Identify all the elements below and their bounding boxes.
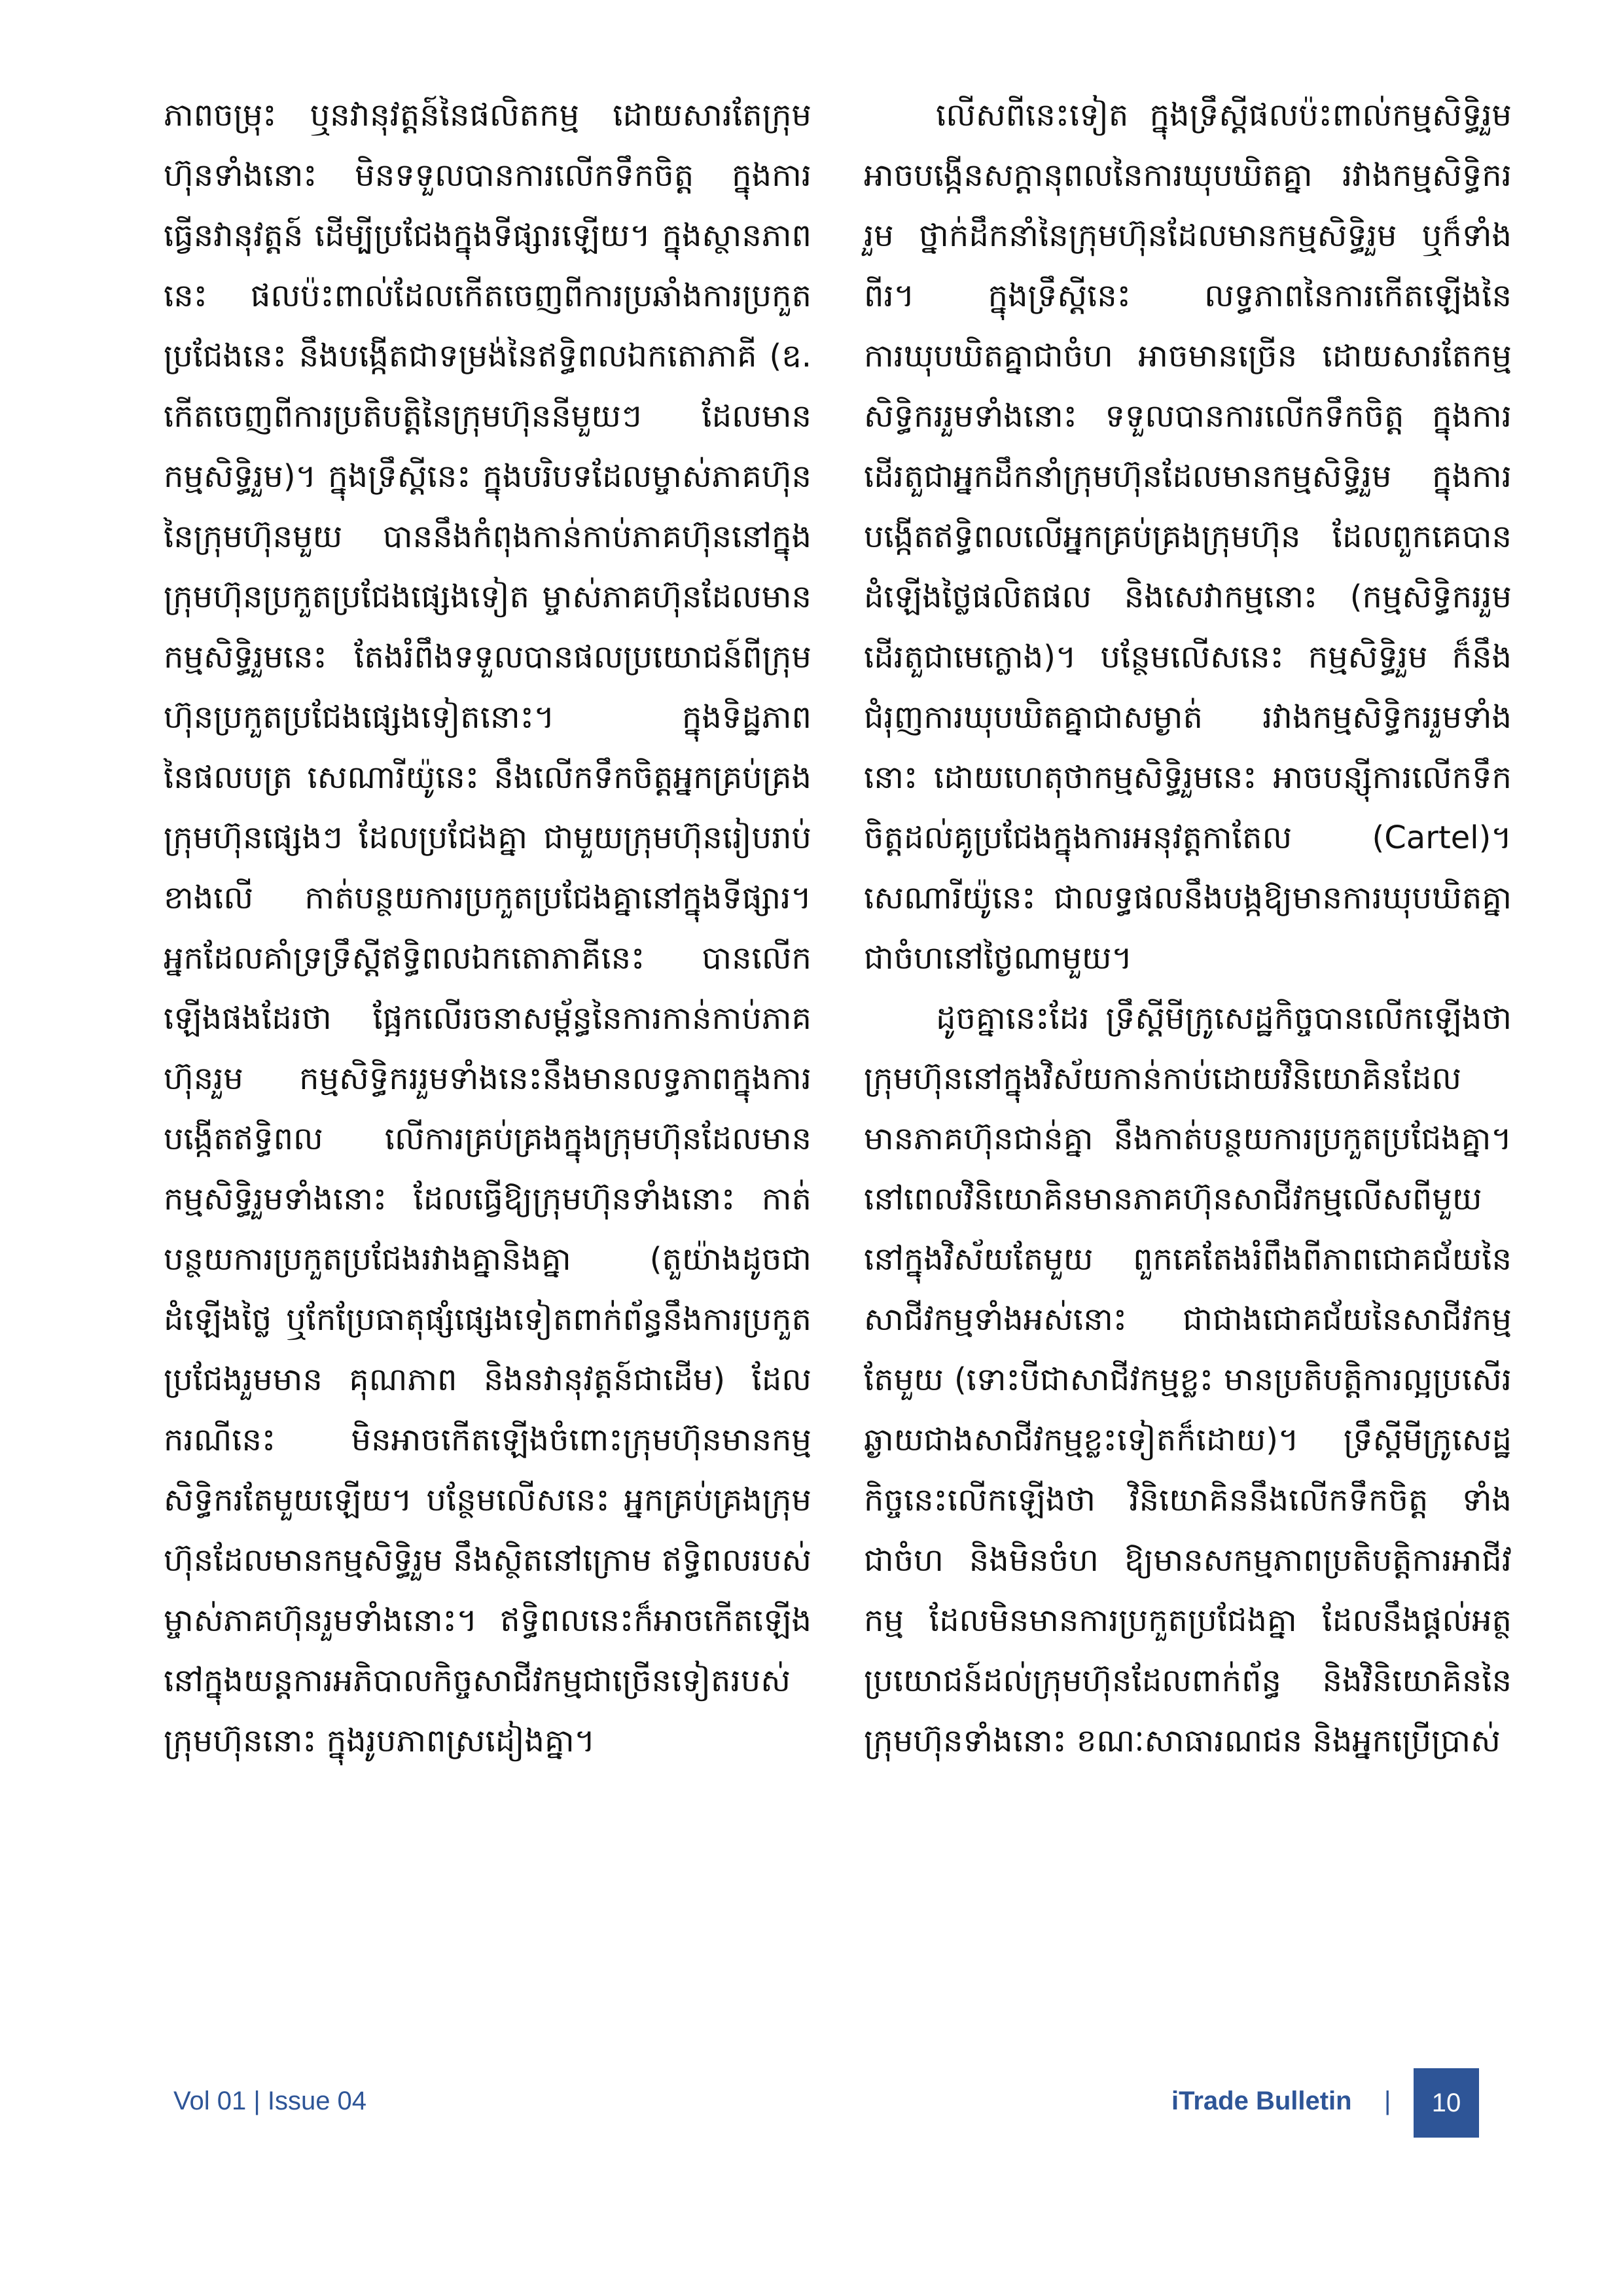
footer-publication-title: iTrade Bulletin: [1171, 2087, 1352, 2115]
left-paragraph-1: ភាពចម្រុះ ឬនវានុវត្តន៍នៃផលិតកម្ម ដោយសារតែក្រុមហ៊ុនទាំងនោះ មិនទទួលបានការលើកទឹកចិត្ត ក្នុងការធ្វើនវានុវត្តន៍ ដើម្បីប្រជែងក្នុងទីផ្សារឡើយ។ ក្នុងស្ថានភាពនេះ ផលប៉ះពាល់ដែលកើតចេញពីការប្រឆាំងការប្រកួតប្រជែងនេះ នឹងបង្កើតជាទម្រង់នៃឥទ្ធិពលឯកតោភាគី (ឧ. កើតចេញពីការប្រតិបត្តិនៃក្រុមហ៊ុននីមួយៗ ដែលមានកម្មសិទ្ធិរួម)។ ក្នុងទ្រឹស្តីនេះ ក្នុងបរិបទដែលម្ចាស់ភាគហ៊ុននៃក្រុមហ៊ុនមួយ បាននឹងកំពុងកាន់កាប់ភាគហ៊ុននៅក្នុងក្រុមហ៊ុនប្រកួតប្រជែងផ្សេងទៀត ម្ចាស់ភាគហ៊ុនដែលមានកម្មសិទ្ធិរួមនេះ តែងរំពឹងទទួលបានផលប្រយោជន៍ពីក្រុមហ៊ុនប្រកួតប្រជែងផ្សេងទៀតនោះ។ ក្នុងទិដ្ឋភាពនៃផលបត្រ សេណារីយ៉ូនេះ នឹងលើកទឹកចិត្តអ្នកគ្រប់គ្រងក្រុមហ៊ុនផ្សេងៗ ដែលប្រជែងគ្នា ជាមួយក្រុមហ៊ុនរៀបរាប់ខាងលើ កាត់បន្ថយការប្រកួតប្រជែងគ្នានៅក្នុងទីផ្សារ។ អ្នកដែលគាំទ្រទ្រឹស្តីឥទ្ធិពលឯកតោភាគីនេះ បានលើកឡើងផងដែរថា ផ្អែកលើរចនាសម្ព័ន្ធនៃការកាន់កាប់ភាគហ៊ុនរួម កម្មសិទ្ធិកររួមទាំងនេះនឹងមានលទ្ធភាពក្នុងការបង្កើតឥទ្ធិពល លើការគ្រប់គ្រងក្នុងក្រុមហ៊ុនដែលមានកម្មសិទ្ធិរួមទាំងនោះ ដែលធ្វើឱ្យក្រុមហ៊ុនទាំងនោះ កាត់បន្ថយការប្រកួតប្រជែងរវាងគ្នានិងគ្នា (តួយ៉ាងដូចជា ដំឡើងថ្លៃ ឬកែប្រែធាតុផ្សំផ្សេងទៀតពាក់ព័ន្ធនឹងការប្រកួតប្រជែងរួមមាន គុណភាព និងនវានុវត្តន៍ជាដើម) ដែលករណីនេះ មិនអាចកើតឡើងចំពោះក្រុមហ៊ុនមានកម្មសិទ្ធិករតែមួយឡើយ។ បន្ថែមលើសនេះ អ្នកគ្រប់គ្រងក្រុមហ៊ុនដែលមានកម្មសិទ្ធិរួម នឹងស្ថិតនៅក្រោម ឥទ្ធិពលរបស់ម្ចាស់ភាគហ៊ុនរួមទាំងនោះ។ ឥទ្ធិពលនេះក៏អាចកើតឡើងនៅក្នុងយន្តការអភិបាលកិច្ចសាជីវកម្មជាច្រើនទៀតរបស់ក្រុមហ៊ុននោះ ក្នុងរូបភាពស្រដៀងគ្នា។: [164, 97, 812, 1759]
page-number-badge: [1414, 2068, 1479, 2138]
footer-volume-issue: Vol 01 | Issue 04: [173, 2087, 367, 2115]
right-paragraph-1: លើសពីនេះទៀត ក្នុងទ្រឹស្តីផលប៉ះពាល់កម្មសិទ្ធិរួម អាចបង្កើនសក្តានុពលនៃការឃុបឃិតគ្នា រវាងកម្មសិទ្ធិកររួម ថ្នាក់ដឹកនាំនៃក្រុមហ៊ុនដែលមានកម្មសិទ្ធិរួម ឬក៏ទាំងពីរ។ ក្នុងទ្រឹស្តីនេះ លទ្ធភាពនៃការកើតឡើងនៃការឃុបឃិតគ្នាជាចំហ អាចមានច្រើន ដោយសារតែកម្មសិទ្ធិកររួមទាំងនោះ ទទួលបានការលើកទឹកចិត្ត ក្នុងការដើរតួជាអ្នកដឹកនាំក្រុមហ៊ុនដែលមានកម្មសិទ្ធិរួម ក្នុងការបង្កើតឥទ្ធិពលលើអ្នកគ្រប់គ្រងក្រុមហ៊ុន ដែលពួកគេបានដំឡើងថ្លៃផលិតផល និងសេវាកម្មនោះ (កម្មសិទ្ធិកររួម ដើរតួជាមេក្លោង)។ បន្ថែមលើសនេះ កម្មសិទ្ធិរួម ក៏នឹងជំរុញការឃុបឃិតគ្នាជាសម្ងាត់ រវាងកម្មសិទ្ធិកររួមទាំងនោះ ដោយហេតុថាកម្មសិទ្ធិរួមនេះ អាចបន្ស៊ីការលើកទឹកចិត្តដល់គូប្រជែងក្នុងការអនុវត្តកាតែល (Cartel)។ សេណារីយ៉ូនេះ ជាលទ្ធផលនឹងបង្កឱ្យមានការឃុបឃិតគ្នាជាចំហនៅថ្ងៃណាមួយ។: [864, 97, 1512, 977]
footer-separator: |: [1384, 2087, 1391, 2115]
right-column: [864, 85, 1512, 1771]
left-column: [164, 85, 812, 1771]
right-paragraph-2: ដូចគ្នានេះដែរ ទ្រឹស្តីមីក្រូសេដ្ឋកិច្ចបានលើកឡើងថា ក្រុមហ៊ុននៅក្នុងវិស័យកាន់កាប់ដោយវិនិយោគិនដែលមានភាគហ៊ុនជាន់គ្នា នឹងកាត់បន្ថយការប្រកួតប្រជែងគ្នា។ នៅពេលវិនិយោគិនមានភាគហ៊ុនសាជីវកម្មលើសពីមួយ នៅក្នុងវិស័យតែមួយ ពួកគេតែងរំពឹងពីភាពជោគជ័យនៃសាជីវកម្មទាំងអស់នោះ ជាជាងជោគជ័យនៃសាជីវកម្មតែមួយ (ទោះបីជាសាជីវកម្មខ្លះ មានប្រតិបត្តិការល្អប្រសើរឆ្ងាយជាងសាជីវកម្មខ្លះទៀតក៏ដោយ)។ ទ្រឹស្តីមីក្រូសេដ្ឋកិច្ចនេះលើកឡើងថា វិនិយោគិននឹងលើកទឹកចិត្ត ទាំងជាចំហ និងមិនចំហ ឱ្យមានសកម្មភាពប្រតិបត្តិការអាជីវកម្ម ដែលមិនមានការប្រកួតប្រជែងគ្នា ដែលនឹងផ្តល់អត្ថប្រយោជន៍ដល់ក្រុមហ៊ុនដែលពាក់ព័ន្ធ និងវិនិយោគិននៃក្រុមហ៊ុនទាំងនោះ ខណៈសាធារណជន និងអ្នកប្រើប្រាស់: [864, 1000, 1512, 1759]
page-number: 10: [1431, 2088, 1461, 2117]
